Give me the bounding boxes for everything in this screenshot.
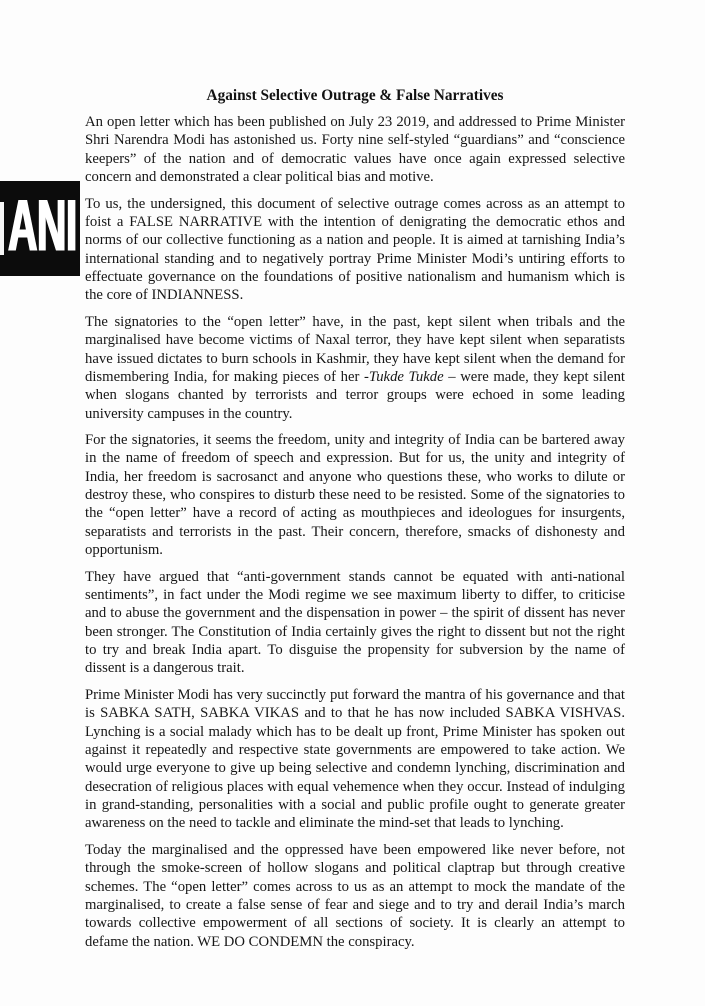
paragraph	[85, 313, 625, 423]
ani-logo	[0, 181, 80, 276]
letter-title: Against Selective Outrage & False Narratives	[206, 87, 504, 104]
ani-logo-cropped-letter	[0, 202, 4, 255]
paragraph-run: Today the marginalised and the oppressed have been empowered like never before, not through the smoke-screen of hollow slogans and political claptrap but through creative schemes. The “open letter” comes across to us as an attempt to mock the mandate of the marginalised, to create a false sense of fear and siege and to try and derail India’s march towards collective empowerment of all sections of society. It is clearly an attempt to defame the nation. WE DO CONDEMN the conspiracy.	[85, 841, 625, 950]
ani-logo-text: ANI	[8, 185, 77, 267]
paragraph	[85, 113, 625, 186]
paragraph	[85, 568, 625, 678]
paragraph-run: They have argued that “anti-government stands cannot be equated with anti-national sentiments”, in fact under the Modi regime we see maximum liberty to differ, to criticise and to abuse the government and the dispensation in power – the spirit of dissent has never been stronger. The Constitution of India certainly gives the right to dissent but not the right to try and break India apart. To disguise the propensity for subversion by the name of dissent is a dangerous trait.	[85, 568, 625, 677]
paragraph-run: An open letter which has been published on July 23 2019, and addressed to Prime Minister Shri Narendra Modi has astonished us. Forty nine self-styled “guardians” and “conscience keepers” of the nation and of democratic values have once again expressed selective concern and demonstrated a clear political bias and motive.	[85, 114, 625, 186]
paragraph-run: – were made, they kept silent when slogans chanted by terrorists and terror groups were echoed in some leading university campuses in the country.	[85, 368, 626, 422]
paragraph-run: To us, the undersigned, this document of selective outrage comes across as an attempt to foist a FALSE NARRATIVE with the intention of denigrating the democratic ethos and norms of our collective functioning as a nation and people. It is aimed at tarnishing India’s international standing and to negatively portray Prime Minister Modi’s untiring efforts to effectuate governance on the foundations of positive nationalism and humanism which is the core of INDIANNESS.	[85, 195, 625, 304]
paragraph-run: The signatories to the “open letter” have, in the past, kept silent when tribals and the marginalised have become victims of Naxal terror, they have kept silent when separatists have issued dictates to burn schools in Kashmir, they have kept silent when the demand for dismembering India, for making pieces of her -	[85, 313, 625, 385]
paragraphs-container	[85, 113, 625, 951]
paragraph	[85, 841, 625, 951]
paragraph	[85, 686, 625, 833]
paragraph-run: Prime Minister Modi has very succinctly put forward the mantra of his governance and that is SABKA SATH, SABKA VIKAS and to that he has now included SABKA VISHVAS. Lynching is a social malady which has to be dealt up front, Prime Minister has spoken out against it repeatedly and respective state governments are empowered to take action. We would urge everyone to give up being selective and condemn lynching, discrimination and desecration of religious places with equal vehemence when they occur. Instead of indulging in grand-standing, personalities with a social and public profile ought to generate greater awareness on the need to tackle and eliminate the mind-set that leads to lynching.	[85, 686, 625, 832]
paragraph-run-italic: Tukde Tukde	[368, 368, 444, 385]
paragraph-run: For the signatories, it seems the freedom, unity and integrity of India can be bartered away in the name of freedom of speech and expression. But for us, the unity and integrity of India, her freedom is sacrosanct and anyone who questions these, who works to dilute or destroy these, who conspires to disturb these need to be resisted. Some of the signatories to the “open letter” have a record of acting as mouthpieces and ideologues for insurgents, separatists and terrorists in the past. Their concern, therefore, smacks of dishonesty and opportunism.	[85, 432, 625, 559]
letter-body	[85, 86, 625, 959]
paragraph	[85, 195, 625, 305]
paragraph	[85, 431, 625, 559]
